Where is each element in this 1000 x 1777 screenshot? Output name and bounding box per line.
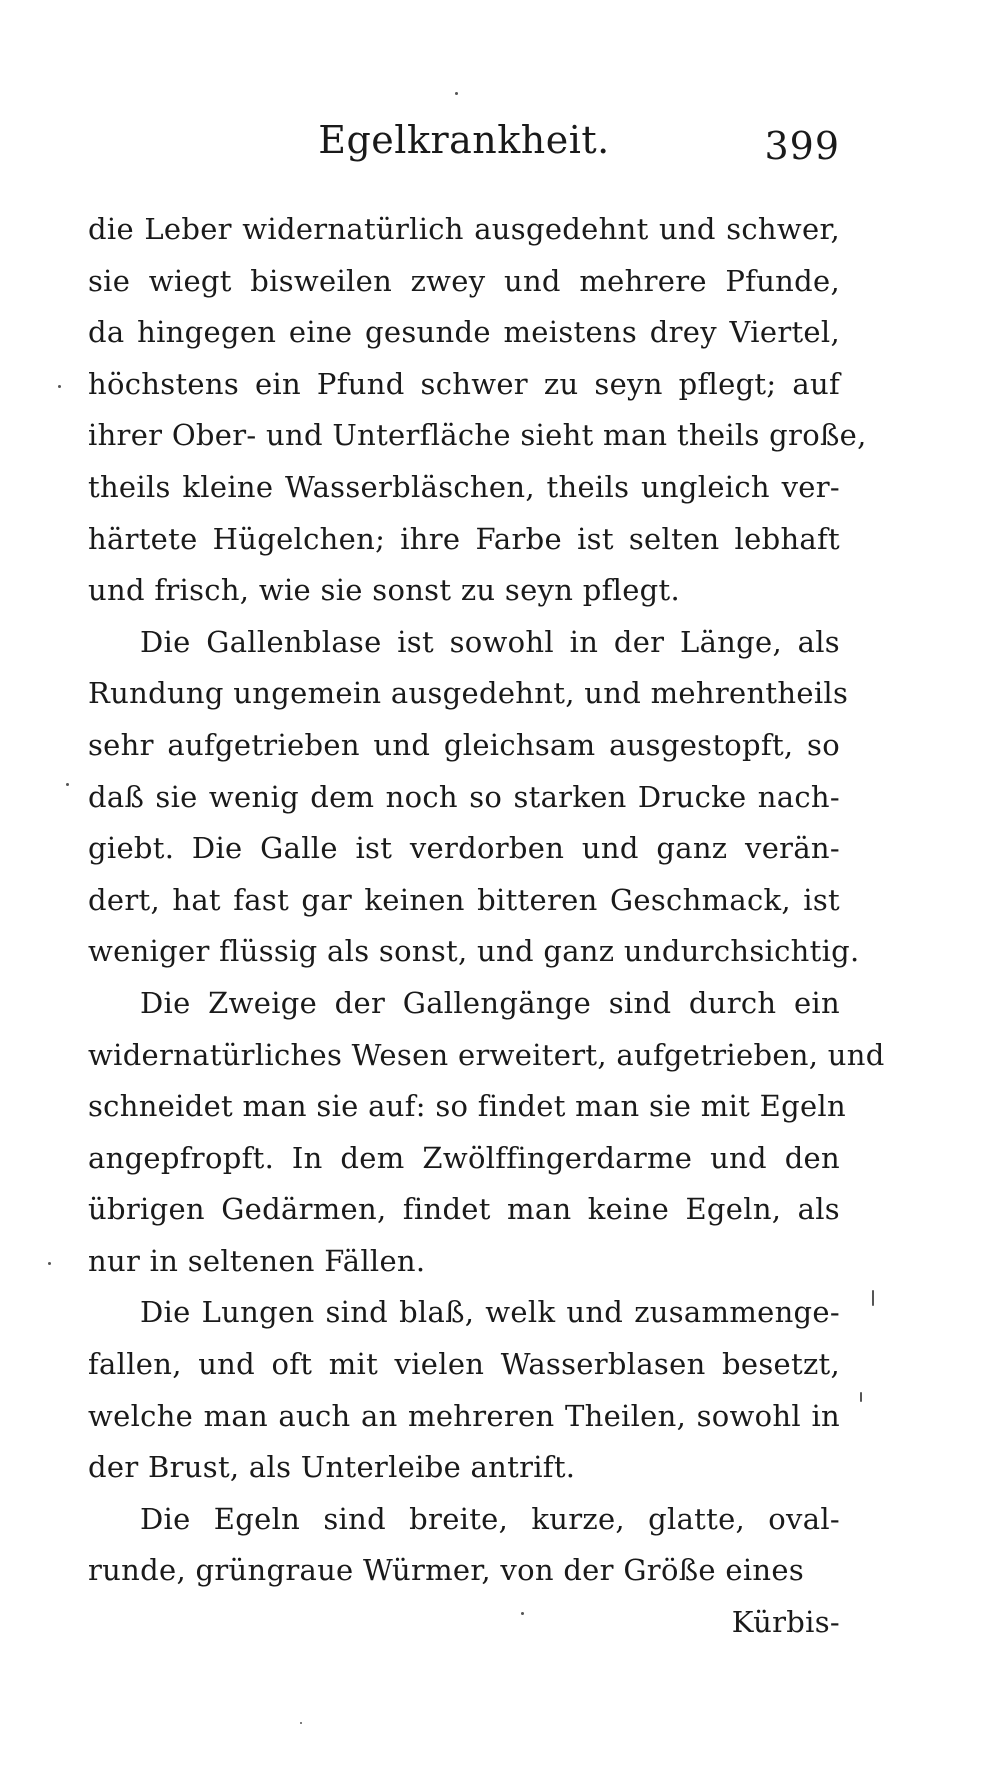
text-line: und frisch, wie sie sonst zu seyn pflegt. xyxy=(88,573,681,608)
text-line: da hingegen eine gesunde meistens drey Viertel, xyxy=(88,315,840,350)
text-line: die Leber widernatürlich ausgedehnt und schwer, xyxy=(88,212,840,246)
text-line: Die Gallenblase ist sowohl in der Länge, als xyxy=(140,624,840,659)
text-line: schneidet man sie auf: so findet man sie mit Egeln xyxy=(88,1089,846,1124)
catchword: Kürbis- xyxy=(731,1605,840,1640)
paper-speck xyxy=(300,1722,302,1724)
text-line: dert, hat fast gar keinen bitteren Geschmack, ist xyxy=(88,882,840,917)
text-line: Die Zweige der Gallengänge sind durch ein xyxy=(140,985,840,1020)
paper-speck xyxy=(58,385,61,388)
text-line: welche man auch an mehreren Theilen, sowohl in xyxy=(88,1398,840,1433)
paper-speck xyxy=(455,92,458,95)
text-line: sie wiegt bisweilen zwey und mehrere Pfunde, xyxy=(88,263,840,298)
paper-speck xyxy=(66,783,69,786)
page-header xyxy=(88,118,840,178)
text-line: nur in seltenen Fällen. xyxy=(88,1243,426,1278)
text-line: widernatürliches Wesen erweitert, aufgetrieben, und xyxy=(88,1037,885,1072)
text-line: ihrer Ober- und Unterfläche sieht man theils große, xyxy=(88,418,867,453)
text-line: höchstens ein Pfund schwer zu seyn pflegt; auf xyxy=(88,366,840,401)
paper-speck xyxy=(872,1290,874,1306)
text-line: härtete Hügelchen; ihre Farbe ist selten lebhaft xyxy=(88,521,840,556)
text-line: fallen, und oft mit vielen Wasserblasen besetzt, xyxy=(88,1347,840,1382)
text-line: Rundung ungemein ausgedehnt, und mehrentheils xyxy=(88,676,849,711)
text-line: sehr aufgetrieben und gleichsam ausgestopft, so xyxy=(88,727,840,762)
text-line: angepfropft. In dem Zwölffingerdarme und den xyxy=(88,1140,840,1175)
running-head: Egelkrankheit. xyxy=(318,118,610,162)
paper-speck xyxy=(521,1612,524,1615)
text-line: daß sie wenig dem noch so starken Drucke nach- xyxy=(88,779,840,814)
body-text xyxy=(88,204,885,1649)
text-line: übrigen Gedärmen, findet man keine Egeln, als xyxy=(88,1192,840,1227)
text-line: runde, grüngraue Würmer, von der Größe eines xyxy=(88,1553,805,1588)
text-line: giebt. Die Galle ist verdorben und ganz verän- xyxy=(88,831,840,866)
text-line: theils kleine Wasserbläschen, theils ungleich ver- xyxy=(88,469,840,504)
paper-speck xyxy=(48,1262,51,1265)
paper-speck xyxy=(860,1392,862,1402)
page-number: 399 xyxy=(764,124,840,168)
text-line: weniger flüssig als sonst, und ganz undurchsichtig. xyxy=(88,934,860,969)
text-line: der Brust, als Unterleibe antrift. xyxy=(88,1450,576,1485)
text-line: Die Egeln sind breite, kurze, glatte, oval- xyxy=(140,1501,840,1536)
text-line: Die Lungen sind blaß, welk und zusammenge- xyxy=(140,1295,840,1330)
